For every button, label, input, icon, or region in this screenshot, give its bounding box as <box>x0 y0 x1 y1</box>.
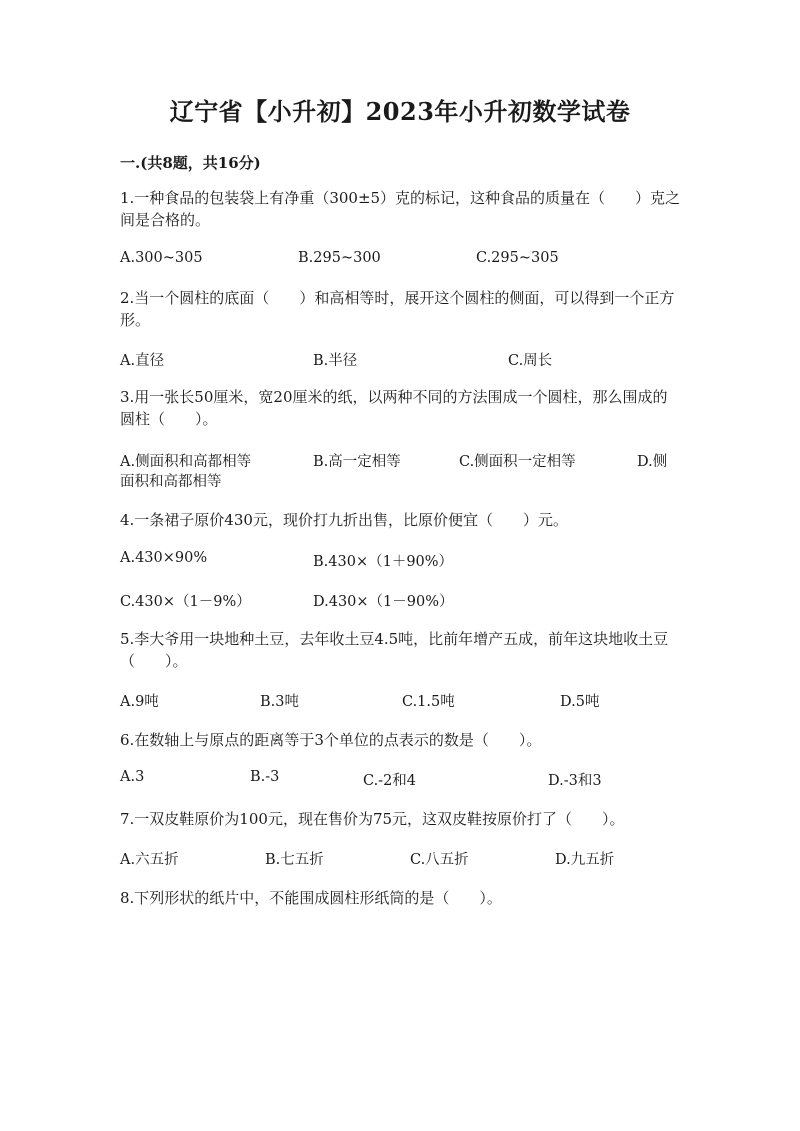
q4-option-d[interactable]: D.430×（1－90%） <box>313 594 454 610</box>
question-5: 5.李大爷用一块地种土豆，去年收土豆4.5吨，比前年增产五成，前年这块地收土豆（ ）。 <box>120 630 669 670</box>
q6-option-b[interactable]: B.-3 <box>250 769 280 785</box>
q5-option-d[interactable]: D.5吨 <box>560 694 600 710</box>
q6-option-a[interactable]: A.3 <box>120 769 145 785</box>
question-2: 2.当一个圆柱的底面（ ）和高相等时，展开这个圆柱的侧面，可以得到一个正方形。 <box>120 289 675 329</box>
q5-option-a[interactable]: A.9吨 <box>120 694 159 710</box>
section-header: 一.(共8题，共16分) <box>120 154 261 172</box>
q1-option-b[interactable]: B.295~300 <box>298 250 381 266</box>
q3-option-b[interactable]: B.高一定相等 <box>313 454 401 470</box>
q4-option-a[interactable]: A.430×90% <box>120 550 208 566</box>
q2-option-b[interactable]: B.半径 <box>313 353 358 369</box>
q6-option-c[interactable]: C.-2和4 <box>363 773 417 789</box>
q4-option-c[interactable]: C.430×（1－9%） <box>120 594 251 610</box>
q5-option-c[interactable]: C.1.5吨 <box>402 694 455 710</box>
question-8: 8.下列形状的纸片中，不能围成圆柱形纸筒的是（ ）。 <box>120 889 502 907</box>
q1-option-a[interactable]: A.300~305 <box>120 250 203 266</box>
question-6: 6.在数轴上与原点的距离等于3个单位的点表示的数是（ ）。 <box>120 731 542 749</box>
q2-option-a[interactable]: A.直径 <box>120 353 165 369</box>
q1-option-c[interactable]: C.295~305 <box>476 250 559 266</box>
q6-option-d[interactable]: D.-3和3 <box>548 773 602 789</box>
q7-option-d[interactable]: D.九五折 <box>555 852 615 868</box>
q4-option-b[interactable]: B.430×（1＋90%） <box>313 554 454 570</box>
question-1: 1.一种食品的包装袋上有净重（300±5）克的标记，这种食品的质量在（ ）克之间是合格的。 <box>120 189 681 229</box>
q2-option-c[interactable]: C.周长 <box>508 353 553 369</box>
q7-option-b[interactable]: B.七五折 <box>265 852 324 868</box>
q7-option-a[interactable]: A.六五折 <box>120 852 179 868</box>
question-3: 3.用一张长50厘米，宽20厘米的纸，以两种不同的方法围成一个圆柱，那么围成的圆柱（ ）。 <box>120 388 668 428</box>
q5-option-b[interactable]: B.3吨 <box>260 694 299 710</box>
question-4: 4.一条裙子原价430元，现价打九折出售，比原价便宜（ ）元。 <box>120 511 568 529</box>
q7-option-c[interactable]: C.八五折 <box>410 852 469 868</box>
q3-option-c[interactable]: C.侧面积一定相等 <box>459 454 576 470</box>
q3-option-a[interactable]: A.侧面积和高都相等 <box>120 454 252 470</box>
q3-option-d[interactable]: D.侧 <box>637 454 668 470</box>
q3-option-d-continuation: 面积和高都相等 <box>120 474 222 490</box>
question-7: 7.一双皮鞋原价为100元，现在售价为75元，这双皮鞋按原价打了（ ）。 <box>120 810 625 828</box>
exam-title: 辽宁省【小升初】2023年小升初数学试卷 <box>169 97 631 126</box>
